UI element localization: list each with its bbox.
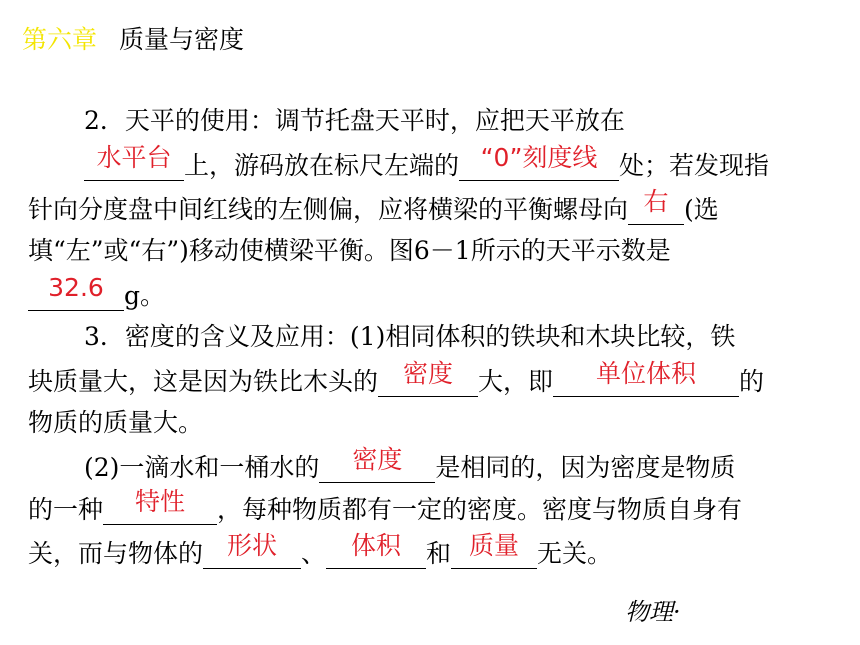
answer-blank <box>319 445 435 483</box>
q3-text: 和 <box>426 539 452 568</box>
q3-line-4 <box>84 445 736 483</box>
q3-line-5 <box>28 487 743 525</box>
q3-line-6 <box>28 531 613 569</box>
footer-subject: 物理· <box>625 598 681 626</box>
q2-text: 针向分度盘中间红线的左侧偏，应将横梁的平衡螺母向 <box>28 195 629 224</box>
slide-header <box>22 20 244 56</box>
q3-text: (2)一滴水和一桶水的 <box>84 453 320 482</box>
q3-line-2 <box>28 359 765 397</box>
q3-text: 关，而与物体的 <box>28 539 204 568</box>
q3-text: 3．密度的含义及应用：(1)相同体积的铁块和木块比较，铁 <box>84 322 736 351</box>
answer-blank <box>628 187 684 225</box>
q3-line-1 <box>84 322 735 352</box>
q2-text: g。 <box>124 281 166 310</box>
q3-text: 大，即 <box>478 367 554 396</box>
answer-blank <box>84 143 184 181</box>
q3-text: 的 <box>739 367 765 396</box>
q2-line-5 <box>28 273 166 311</box>
answer-blank <box>326 531 426 569</box>
answer-blank <box>451 531 537 569</box>
q3-text: ，每种物质都有一定的密度。密度与物质自身有 <box>217 495 743 524</box>
answer-text: 体积 <box>351 531 402 560</box>
answer-text: 质量 <box>469 531 520 560</box>
answer-text: “0”刻度线 <box>480 143 598 172</box>
answer-blank <box>459 143 619 181</box>
answer-text: 32.6 <box>48 273 104 302</box>
q3-line-3 <box>28 408 203 438</box>
answer-text: 密度 <box>352 445 403 474</box>
answer-text: 密度 <box>403 359 454 388</box>
q3-text: 块质量大，这是因为铁比木头的 <box>28 367 379 396</box>
answer-text: 形状 <box>227 531 278 560</box>
chapter-label: 第六章 <box>22 25 98 54</box>
answer-text: 水平台 <box>96 143 172 172</box>
q3-text: 、 <box>301 539 327 568</box>
q2-text: 2．天平的使用：调节托盘天平时，应把天平放在 <box>84 106 625 135</box>
q2-line-3 <box>28 187 719 225</box>
answer-blank <box>553 359 739 397</box>
answer-text: 特性 <box>135 487 186 516</box>
q2-line-2 <box>84 143 770 181</box>
q3-text: 无关。 <box>537 539 613 568</box>
answer-blank <box>28 273 124 311</box>
q2-text: 上，游码放在标尺左端的 <box>184 151 460 180</box>
q2-text: 处；若发现指 <box>619 151 770 180</box>
chapter-title: 质量与密度 <box>119 25 245 54</box>
answer-blank <box>203 531 301 569</box>
answer-text: 右 <box>643 187 669 216</box>
q2-line-1 <box>84 106 625 136</box>
q2-line-4 <box>28 236 671 266</box>
q2-text: (选 <box>684 195 719 224</box>
q2-text: 填“左”或“右”)移动使横梁平衡。图6－1所示的天平示数是 <box>28 236 671 265</box>
q3-text: 是相同的，因为密度是物质 <box>435 453 736 482</box>
answer-blank <box>378 359 478 397</box>
q3-text: 的一种 <box>28 495 104 524</box>
answer-text: 单位体积 <box>596 359 697 388</box>
answer-blank <box>103 487 217 525</box>
q3-text: 物质的质量大。 <box>28 408 204 437</box>
